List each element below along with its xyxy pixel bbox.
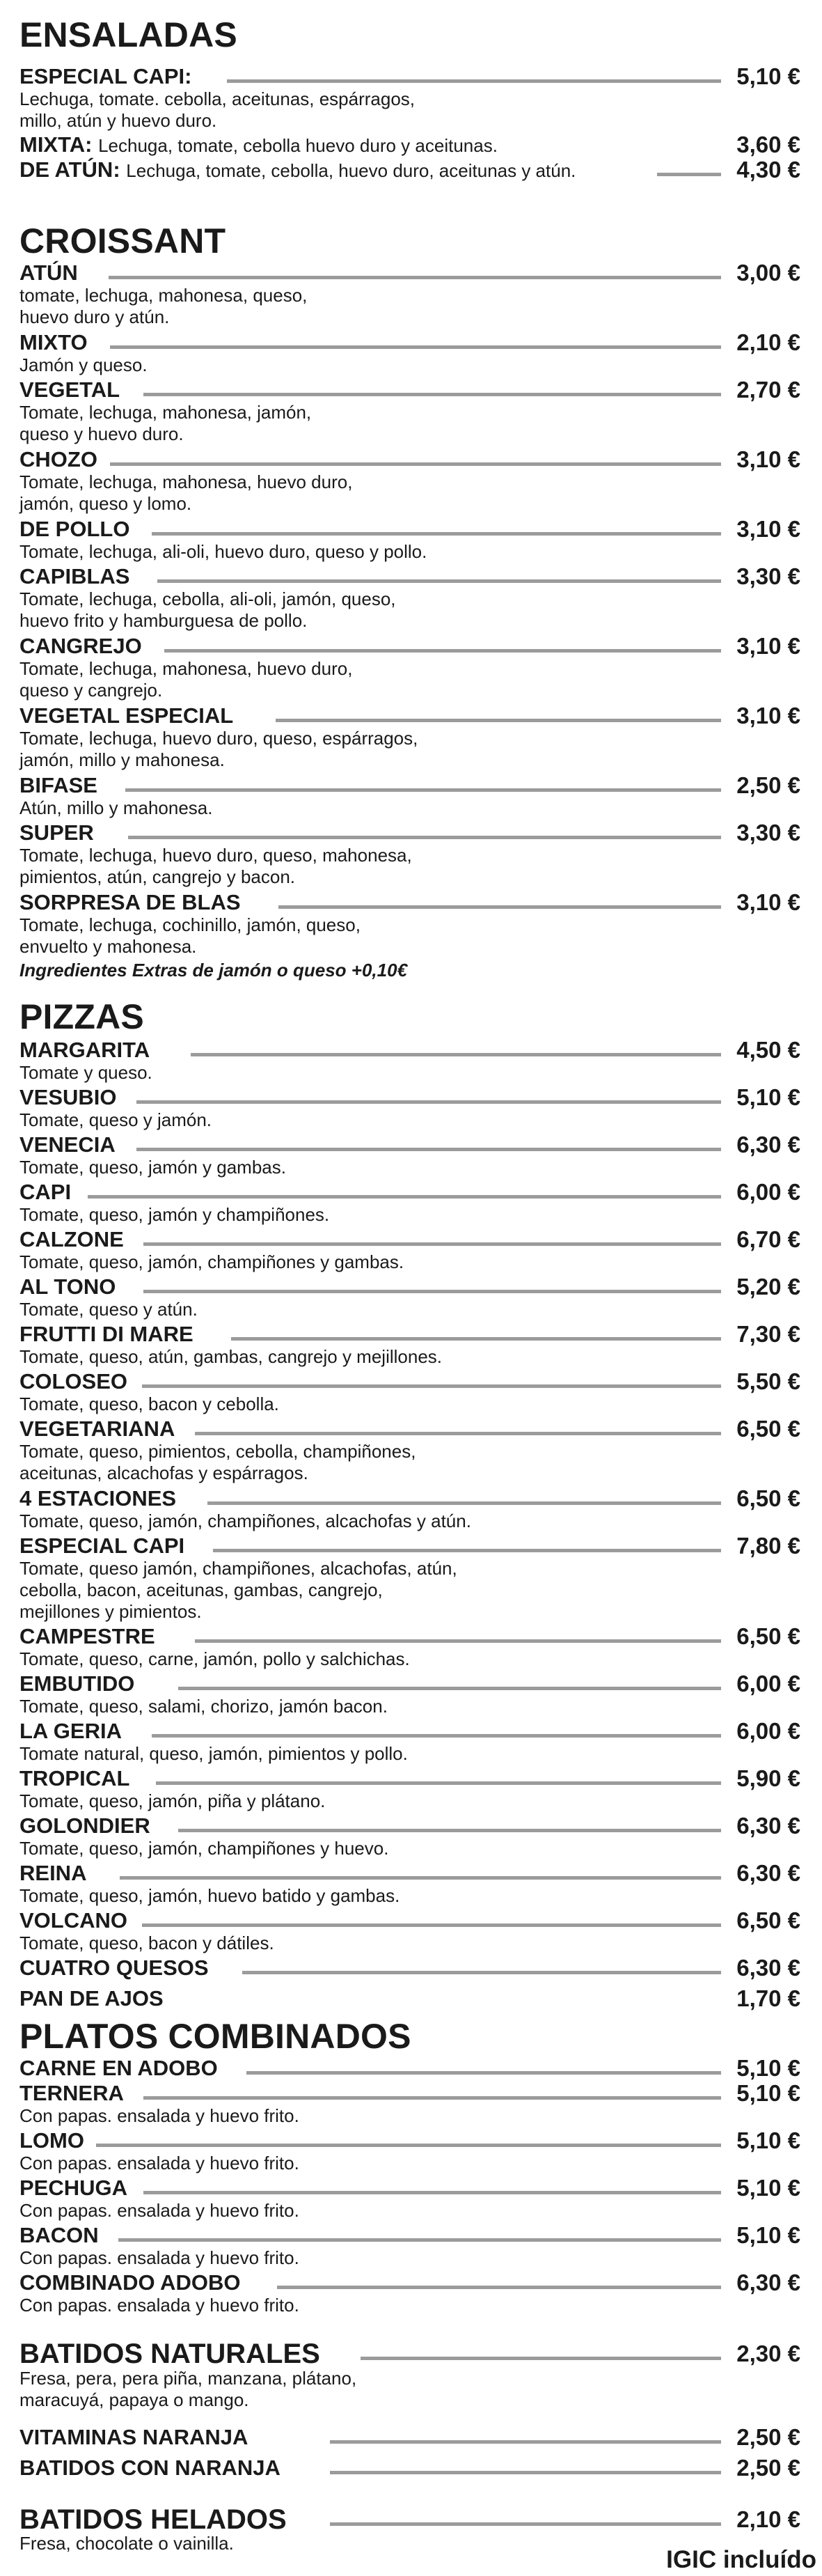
- menu-item-lomo: [19, 2128, 800, 2153]
- leader-line: [120, 1876, 721, 1880]
- item-price: 3,10 €: [736, 889, 800, 915]
- leader-line: [178, 1687, 721, 1690]
- item-name: COMBINADO ADOBO: [19, 2270, 247, 2295]
- item-name: DE POLLO: [19, 517, 136, 542]
- leader-line: [142, 1384, 721, 1388]
- item-price: 6,30 €: [736, 1860, 800, 1886]
- menu-item-especial-capi-ensalada: [19, 64, 800, 89]
- item-price: 5,10 €: [736, 1084, 800, 1110]
- leader-line: [164, 649, 721, 653]
- item-price: 6,30 €: [736, 2270, 800, 2295]
- extras-note: Ingredientes Extras de jamón o queso +0,10€: [19, 960, 408, 981]
- menu-item-tropical: [19, 1766, 800, 1791]
- item-price: 2,10 €: [736, 2506, 800, 2532]
- item-price: 3,10 €: [736, 703, 800, 728]
- item-description: Tomate, lechuga, cebolla, ali-oli, jamón, queso, huevo frito y hamburguesa de pollo.: [19, 588, 396, 631]
- item-price: 6,30 €: [736, 1955, 800, 1981]
- item-name: MARGARITA: [19, 1038, 157, 1063]
- item-price: 5,10 €: [736, 63, 800, 89]
- item-price: 6,30 €: [736, 1132, 800, 1157]
- item-description: Tomate, queso, carne, jamón, pollo y salchichas.: [19, 1648, 410, 1669]
- item-name: CAMPESTRE: [19, 1624, 162, 1649]
- item-price: 3,30 €: [736, 563, 800, 589]
- item-name: ESPECIAL CAPI:: [19, 64, 198, 89]
- leader-line: [110, 462, 721, 466]
- item-name: [19, 132, 505, 158]
- menu-item-atun: [19, 260, 800, 286]
- item-price: 7,80 €: [736, 1533, 800, 1559]
- leader-line: [330, 2471, 721, 2474]
- leader-line: [88, 1195, 721, 1199]
- item-price: 3,30 €: [736, 820, 800, 845]
- menu-item-margarita: [19, 1038, 800, 1063]
- item-name: EMBUTIDO: [19, 1671, 141, 1696]
- leader-line: [195, 1639, 721, 1643]
- leader-line: [152, 1734, 721, 1738]
- item-description: Tomate, queso y atún.: [19, 1299, 198, 1320]
- item-name: CANGREJO: [19, 634, 149, 659]
- item-description: Tomate, lechuga, mahonesa, huevo duro, jamón, queso y lomo.: [19, 471, 353, 514]
- menu-item-ternera: [19, 2081, 800, 2106]
- menu-item-vegetal-especial: [19, 703, 800, 728]
- item-name: TROPICAL: [19, 1766, 136, 1791]
- item-description: Tomate, queso, bacon y cebolla.: [19, 1394, 279, 1414]
- menu-item-sorpresa-de-blas: [19, 890, 800, 915]
- item-name: PECHUGA: [19, 2176, 134, 2201]
- item-name: ATÚN: [19, 260, 85, 286]
- item-name: VOLCANO: [19, 1908, 134, 1933]
- menu-item-coloseo: [19, 1369, 800, 1394]
- item-name: ESPECIAL CAPI: [19, 1533, 191, 1559]
- item-price: 5,20 €: [736, 1274, 800, 1299]
- leader-line: [125, 788, 721, 792]
- menu-item-campestre: [19, 1624, 800, 1649]
- item-name: COLOSEO: [19, 1369, 134, 1394]
- item-price: 7,30 €: [736, 1321, 800, 1347]
- item-name: VENECIA: [19, 1132, 122, 1157]
- item-description: Con papas. ensalada y huevo frito.: [19, 2153, 299, 2173]
- leader-line: [143, 1242, 721, 1246]
- menu-item-reina: [19, 1861, 800, 1886]
- leader-line: [231, 1337, 721, 1341]
- menu-item-golondier: [19, 1813, 800, 1839]
- item-name: CUATRO QUESOS: [19, 1956, 216, 1981]
- item-name: BIFASE: [19, 773, 104, 798]
- leader-line: [96, 2144, 721, 2147]
- item-name: VEGETAL: [19, 377, 127, 403]
- leader-line: [207, 1501, 721, 1505]
- item-description: Fresa, chocolate o vainilla.: [19, 2533, 234, 2554]
- menu-item-calzone: [19, 1227, 800, 1252]
- item-description: Tomate, queso jamón, champiñones, alcachofas, atún, cebolla, bacon, aceitunas, gambas, cangrejo, mejillones y pimientos.: [19, 1558, 457, 1622]
- menu-item-capiblas: [19, 564, 800, 589]
- leader-line: [143, 1290, 721, 1293]
- item-price: 4,50 €: [736, 1037, 800, 1063]
- item-price: 3,10 €: [736, 516, 800, 542]
- menu-item-de-atun: [19, 157, 800, 182]
- item-description: tomate, lechuga, mahonesa, queso, huevo duro y atún.: [19, 285, 308, 327]
- menu-item-mixta: [19, 132, 800, 157]
- leader-line: [157, 579, 721, 583]
- section-title-pizzas: PIZZAS: [19, 997, 144, 1036]
- item-price: 5,10 €: [736, 2055, 800, 2081]
- menu-item-combinado-adobo: [19, 2270, 800, 2295]
- item-name: BATIDOS NATURALES: [19, 2339, 327, 2369]
- item-price: 2,10 €: [736, 329, 800, 355]
- item-name: LOMO: [19, 2128, 91, 2153]
- item-description: Tomate, lechuga, mahonesa, huevo duro, queso y cangrejo.: [19, 658, 353, 701]
- item-description: Con papas. ensalada y huevo frito.: [19, 2105, 299, 2126]
- menu-item-embutido: [19, 1671, 800, 1696]
- leader-line: [242, 1971, 721, 1974]
- item-description: Tomate, queso y jamón.: [19, 1109, 212, 1130]
- item-price: 6,50 €: [736, 1623, 800, 1649]
- item-description: Tomate, queso, jamón y champiñones.: [19, 1204, 330, 1225]
- item-name: SORPRESA DE BLAS: [19, 890, 248, 915]
- item-price: 6,50 €: [736, 1485, 800, 1511]
- leader-line: [276, 719, 721, 722]
- item-name: VEGETARIANA: [19, 1416, 182, 1442]
- menu-item-de-pollo: [19, 517, 800, 542]
- item-name: BATIDOS HELADOS: [19, 2504, 294, 2535]
- leader-line: [143, 393, 721, 396]
- item-name: CAPI: [19, 1180, 78, 1205]
- menu-item-venecia: [19, 1132, 800, 1157]
- item-name: CARNE EN ADOBO: [19, 2056, 225, 2081]
- menu-item-bifase: [19, 773, 800, 798]
- menu-item-batidos-helados: [19, 2504, 800, 2535]
- item-description: Tomate, queso, jamón, champiñones y gambas.: [19, 1251, 404, 1272]
- item-price: 5,90 €: [736, 1765, 800, 1791]
- item-name: PAN DE AJOS: [19, 1986, 171, 2011]
- menu-item-bacon: [19, 2223, 800, 2248]
- item-price: 6,00 €: [736, 1671, 800, 1696]
- item-description: Tomate, queso, jamón, champiñones y huevo.: [19, 1838, 389, 1859]
- item-price: 6,30 €: [736, 1813, 800, 1839]
- leader-line: [142, 1923, 721, 1927]
- leader-line: [109, 276, 721, 279]
- item-description: Atún, millo y mahonesa.: [19, 797, 213, 818]
- item-price: 6,50 €: [736, 1907, 800, 1933]
- item-name: TERNERA: [19, 2081, 131, 2106]
- item-name-text: MIXTA:: [19, 132, 93, 157]
- item-price: 5,10 €: [736, 2175, 800, 2201]
- menu-item-la-geria: [19, 1719, 800, 1744]
- item-price: 3,60 €: [736, 132, 800, 157]
- leader-line: [143, 2096, 721, 2100]
- item-description: Tomate, queso, atún, gambas, cangrejo y mejillones.: [19, 1346, 443, 1367]
- leader-line: [118, 2238, 721, 2242]
- menu-item-vesubio: [19, 1085, 800, 1110]
- item-name: MIXTO: [19, 330, 95, 355]
- item-description: Tomate, lechuga, cochinillo, jamón, queso, envuelto y mahonesa.: [19, 914, 361, 957]
- leader-line: [330, 2440, 721, 2444]
- menu-item-chozo: [19, 447, 800, 472]
- item-description: Con papas. ensalada y huevo frito.: [19, 2295, 299, 2316]
- item-name: BACON: [19, 2223, 106, 2248]
- leader-line: [278, 905, 721, 909]
- section-title-platos-combinados: PLATOS COMBINADOS: [19, 2017, 411, 2056]
- item-price: 5,10 €: [736, 2080, 800, 2106]
- item-description: Tomate y queso.: [19, 1062, 152, 1083]
- section-title-croissant: CROISSANT: [19, 221, 226, 260]
- item-description: Tomate, lechuga, ali-oli, huevo duro, queso y pollo.: [19, 541, 427, 562]
- item-price: 2,50 €: [736, 772, 800, 798]
- menu-item-vegetariana: [19, 1416, 800, 1442]
- item-name-text: DE ATÚN:: [19, 157, 120, 182]
- item-name: 4 ESTACIONES: [19, 1486, 183, 1511]
- menu-item-mixto: [19, 330, 800, 355]
- leader-line: [136, 1148, 721, 1151]
- leader-line: [195, 1432, 721, 1435]
- item-description: Tomate, queso, salami, chorizo, jamón bacon.: [19, 1696, 388, 1717]
- menu-item-batidos-con-naranja: [19, 2456, 800, 2481]
- item-inline-description: Lechuga, tomate, cebolla huevo duro y aceitunas.: [98, 135, 498, 156]
- item-description: Fresa, pera, pera piña, manzana, plátano, maracuyá, papaya o mango.: [19, 2368, 357, 2410]
- menu-item-capi-pizza: [19, 1180, 800, 1205]
- leader-line: [136, 1100, 721, 1104]
- item-name: GOLONDIER: [19, 1813, 157, 1839]
- item-description: Tomate, queso, pimientos, cebolla, champiñones, aceitunas, alcachofas y espárragos.: [19, 1441, 416, 1483]
- leader-line: [213, 1549, 721, 1552]
- item-price: 3,10 €: [736, 633, 800, 659]
- item-name: VEGETAL ESPECIAL: [19, 703, 240, 728]
- menu-item-especial-capi-pizza: [19, 1533, 800, 1559]
- item-description: Tomate, queso, jamón, piña y plátano.: [19, 1790, 326, 1811]
- menu-item-frutti-di-mare: [19, 1322, 800, 1347]
- item-price: 6,70 €: [736, 1226, 800, 1252]
- item-description: Tomate, queso, jamón y gambas.: [19, 1157, 286, 1178]
- item-price: 6,00 €: [736, 1179, 800, 1205]
- leader-line: [330, 2522, 721, 2526]
- leader-line: [110, 345, 721, 349]
- item-price: 2,50 €: [736, 2455, 800, 2481]
- item-description: Tomate, lechuga, huevo duro, queso, mahonesa, pimientos, atún, cangrejo y bacon.: [19, 845, 412, 887]
- menu-item-batidos-naturales: [19, 2339, 800, 2369]
- menu-item-carne-en-adobo: [19, 2056, 800, 2081]
- item-name: FRUTTI DI MARE: [19, 1322, 200, 1347]
- item-price: 2,50 €: [736, 2424, 800, 2450]
- item-name: AL TONO: [19, 1274, 122, 1299]
- leader-line: [227, 79, 721, 83]
- menu-item-vitaminas-naranja: [19, 2425, 800, 2450]
- menu-item-pan-de-ajos: [19, 1986, 800, 2011]
- item-name: REINA: [19, 1861, 93, 1886]
- leader-line: [361, 2357, 721, 2360]
- item-price: 5,10 €: [736, 2222, 800, 2248]
- item-description: Tomate, queso, bacon y dátiles.: [19, 1933, 274, 1953]
- item-name: VESUBIO: [19, 1085, 124, 1110]
- menu-item-volcano: [19, 1908, 800, 1933]
- item-name: CAPIBLAS: [19, 564, 136, 589]
- menu-item-vegetal: [19, 377, 800, 403]
- item-description: Tomate, queso, jamón, champiñones, alcachofas y atún.: [19, 1511, 471, 1531]
- item-price: 6,00 €: [736, 1718, 800, 1744]
- item-description: Con papas. ensalada y huevo frito.: [19, 2200, 299, 2221]
- item-price: 5,50 €: [736, 1368, 800, 1394]
- menu-item-super: [19, 820, 800, 845]
- item-price: 3,10 €: [736, 446, 800, 472]
- item-name: LA GERIA: [19, 1719, 129, 1744]
- menu-item-pechuga: [19, 2176, 800, 2201]
- leader-line: [156, 1781, 721, 1785]
- leader-line: [143, 2191, 721, 2194]
- leader-line: [246, 2071, 721, 2075]
- item-price: 1,70 €: [736, 1985, 800, 2011]
- item-name: VITAMINAS NARANJA: [19, 2425, 255, 2450]
- section-title-ensaladas: ENSALADAS: [19, 15, 237, 54]
- item-description: Tomate, lechuga, huevo duro, queso, espárragos, jamón, millo y mahonesa.: [19, 728, 418, 770]
- item-inline-description: Lechuga, tomate, cebolla, huevo duro, aceitunas y atún.: [126, 160, 576, 181]
- item-name: CALZONE: [19, 1227, 131, 1252]
- item-description: Tomate natural, queso, jamón, pimientos y pollo.: [19, 1743, 408, 1764]
- menu-item-al-tono: [19, 1274, 800, 1299]
- leader-line: [657, 173, 721, 176]
- item-name: BATIDOS CON NARANJA: [19, 2456, 287, 2481]
- item-name: CHOZO: [19, 447, 104, 472]
- item-price: 3,00 €: [736, 260, 800, 286]
- item-price: 4,30 €: [736, 157, 800, 182]
- item-name: [19, 157, 583, 183]
- item-name: SUPER: [19, 820, 101, 845]
- item-price: 5,10 €: [736, 2128, 800, 2153]
- item-price: 2,30 €: [736, 2341, 800, 2366]
- menu-item-cangrejo: [19, 634, 800, 659]
- leader-line: [191, 1053, 721, 1056]
- leader-line: [178, 1829, 721, 1832]
- item-description: Tomate, queso, jamón, huevo batido y gambas.: [19, 1885, 400, 1906]
- menu-item-4-estaciones: [19, 1486, 800, 1511]
- item-description: Jamón y queso.: [19, 354, 148, 375]
- item-price: 2,70 €: [736, 377, 800, 403]
- item-description: Lechuga, tomate. cebolla, aceitunas, espárragos, millo, atún y huevo duro.: [19, 88, 416, 131]
- leader-line: [277, 2286, 721, 2289]
- menu-item-cuatro-quesos: [19, 1956, 800, 1981]
- item-description: Con papas. ensalada y huevo frito.: [19, 2247, 299, 2268]
- item-price: 6,50 €: [736, 1416, 800, 1442]
- leader-line: [128, 836, 721, 839]
- tax-included-note: IGIC incluído: [666, 2546, 816, 2573]
- leader-line: [152, 532, 721, 536]
- item-description: Tomate, lechuga, mahonesa, jamón, queso y huevo duro.: [19, 402, 312, 444]
